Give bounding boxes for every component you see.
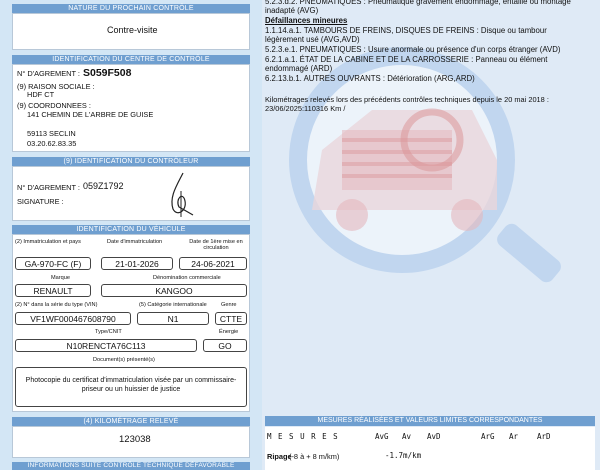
mileage-value: 123038 [119,434,151,445]
defect-top-line: 5.2.3.d.2. PNEUMATIQUES : Pneumatique gravement endommagé, entaillé ou montage [265,0,571,6]
vehicle-panel [12,234,250,412]
defect-item-5: 6.2.13.b.1. AUTRES OUVRANTS : Détérioration (ARG,ARD) [265,74,475,83]
vehicle-genre-label: Genre [221,302,237,308]
ripage-range: (-8 à + 8 m/km) [289,452,340,461]
vehicle-first-date-label: Date de 1ère mise en circulation [189,239,243,251]
vehicle-type-label: Type/CNIT [95,329,122,335]
vehicle-reg-label: (2) Immatriculation et pays [15,239,81,245]
vehicle-category-label: (5) Catégorie internationale [139,302,207,308]
vehicle-energy-field: GO [203,339,247,352]
vehicle-date-label: Date d'immatriculation [107,239,163,245]
center-header: IDENTIFICATION DU CENTRE DE CONTRÔLE [12,55,250,64]
center-city: 59113 SECLIN [27,129,76,138]
measure-col-av: Av [402,432,412,441]
center-agreement-value: S059F508 [83,67,132,79]
vehicle-vin-label: (2) N° dans la série du type (VIN) [15,302,98,308]
controller-header: (9) IDENTIFICATION DU CONTRÔLEUR [12,157,250,166]
signature-graphic [163,171,199,219]
info-header: INFORMATIONS SUITE CONTRÔLE TECHNIQUE DÉFAVORABLE [12,462,250,470]
mileage-panel [12,426,250,458]
vehicle-name-field: KANGOO [101,284,247,297]
vehicle-header: IDENTIFICATION DU VÉHICULE [12,225,250,234]
controller-signature-label: SIGNATURE : [17,197,64,206]
center-agreement-label: N° D'AGREMENT : [17,69,80,78]
mileage-header: (4) KILOMÉTRAGE RELEVÉ [12,417,250,426]
vehicle-vin-field: VF1WF000467608790 [15,312,131,325]
next-check-value: Contre-visite [107,25,158,35]
center-coords-label: (9) COORDONNEES : [17,101,91,110]
measures-header: MESURES RÉALISÉES ET VALEURS LIMITES CORRESPONDANTES [265,416,595,426]
defect-item-1: légèrement usé (AVG,AVD) [265,35,360,44]
controller-agreement-value: 059Z1792 [83,181,124,191]
magnifier-car-watermark-icon [282,40,582,330]
defect-item-2: 5.2.3.e.1. PNEUMATIQUES : Usure anormale ou présence d'un corps étranger (AVD) [265,45,561,54]
vehicle-type-field: N10RENCTA76C113 [15,339,197,352]
center-company-value: HDF CT [27,90,55,99]
defect-item-4: endommagé (ARD) [265,64,333,73]
measures-label: M E S U R E S [267,432,339,441]
vehicle-name-label: Dénomination commerciale [153,275,221,281]
vehicle-genre-field: CTTE [215,312,247,325]
ripage-label: Ripage [267,452,292,461]
next-check-header: NATURE DU PROCHAIN CONTRÔLE [12,4,250,13]
vehicle-first-date-field: 24-06-2021 [179,257,247,270]
measure-col-ar: Ar [509,432,519,441]
ripage-value: -1.7m/km [385,451,422,460]
controller-panel [12,166,250,221]
defect-item-3: 6.2.1.a.1. ÉTAT DE LA CABINE ET DE LA CARROSSERIE : Panneau ou élément [265,55,548,64]
minor-defects-title: Défaillances mineures [265,16,348,25]
vehicle-reg-field: GA-970-FC (F) [15,257,91,270]
mileage-history-value: 23/06/2025:110316 Km / [265,104,346,113]
vehicle-category-field: N1 [137,312,209,325]
center-company-label: (9) RAISON SOCIALE : [17,82,95,91]
center-address: 141 CHEMIN DE L'ARBRE DE GUISE [27,110,154,119]
vehicle-brand-label: Marque [51,275,70,281]
center-panel [12,64,250,152]
measure-col-avg: AvG [375,432,389,441]
vehicle-docs-label: Document(s) présenté(s) [93,357,155,363]
mileage-history-note: Kilométrages relevés lors des précédents contrôles techniques depuis le 20 mai 2018 : [265,95,549,104]
defect-item-0: 1.1.14.a.1. TAMBOURS DE FREINS, DISQUES DE FREINS : Disque ou tambour [265,26,547,35]
measure-col-avd: AvD [427,432,441,441]
vehicle-docs-field: Photocopie du certificat d'immatriculation visée par un commissaire-priseur ou un huissier de justice [15,367,247,407]
measure-col-arg: ArG [481,432,495,441]
vehicle-energy-label: Énergie [219,329,239,335]
defect-top-line-2: inadapté (AVG) [265,6,319,15]
measures-panel [265,427,595,470]
controller-agreement-label: N° D'AGREMENT : [17,183,80,192]
next-check-panel [12,13,250,50]
vehicle-date-field: 21-01-2026 [101,257,173,270]
vehicle-brand-field: RENAULT [15,284,91,297]
center-phone: 03.20.62.83.35 [27,139,77,148]
measure-col-ard: ArD [537,432,551,441]
